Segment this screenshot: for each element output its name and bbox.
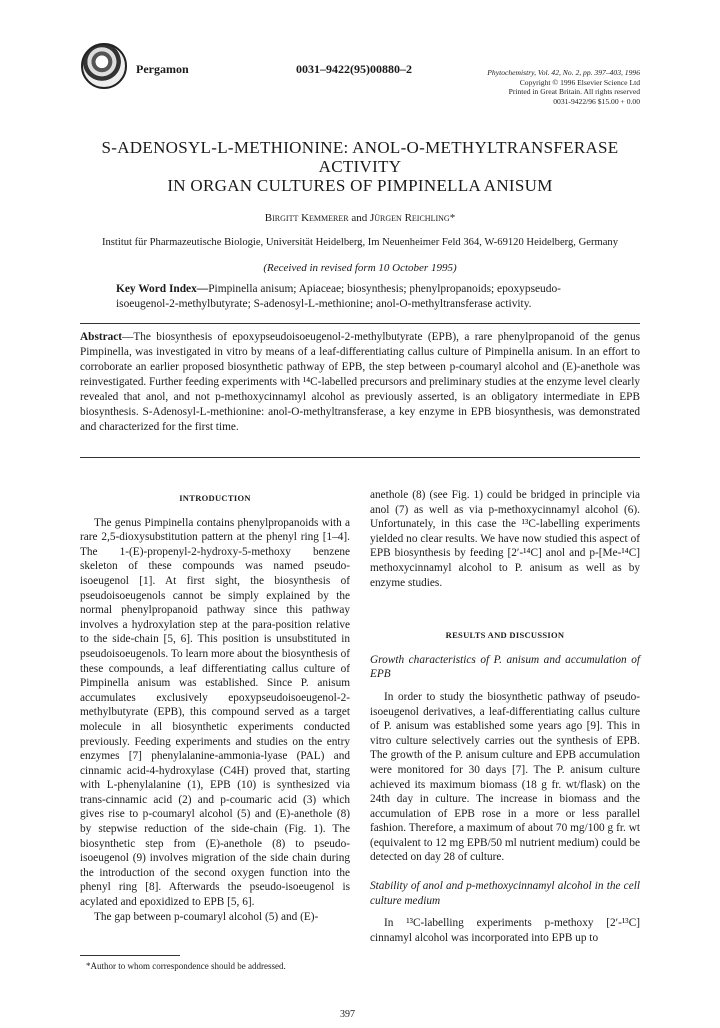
publication-info <box>440 68 640 106</box>
results-paragraph-2: In ¹³C-labelling experiments p-methoxy [2′-¹³C] cinnamyl alcohol was incorporated into EPB up to <box>370 917 640 944</box>
divider-top <box>80 323 640 324</box>
results-heading: RESULTS AND DISCUSSION <box>445 630 565 641</box>
abstract-text: —The biosynthesis of epoxypseudoisoeugenol-2-methylbutyrate (EPB), a rare phenylpropanoid of the genus Pimpinella, was investigated in vitro by means of a leaf-differentiating callus culture of Pimpinella anisum. In an effort to corroborate an earlier proposed biosynthetic pathway of EPB, the step between p-coumaryl alcohol and (E)-anethole was reinvestigated. Further feeding experiments with ¹⁴C-labelled precursors and preliminary studies at the enzyme level clearly revealed that anol, and not p-methoxycinnamyl alcohol as previously asserted, is an obligatory intermediate in EPB biosynthesis. S-Adenosyl-L-methionine: anol-O-methyltransferase, a key enzyme in EPB biosynthesis, was demonstrated and characterized for the first time. <box>80 331 640 433</box>
publisher-name: Pergamon <box>136 62 189 76</box>
price-line: 0031-9422/96 $15.00 + 0.00 <box>553 96 640 106</box>
keywords: Pimpinella anisum; Apiaceae; biosynthesis; phenylpropanoids; epoxypseudo-isoeugenol-2-methylbutyrate; S-adenosyl-L-methionine; anol-O-methyltransferase activity. <box>116 283 561 310</box>
author-2: Jürgen Reichling* <box>370 212 456 224</box>
intro-paragraph-1: The genus Pimpinella contains phenylpropanoids with a rare 2,5-dioxysubstitution pattern at the phenyl ring [1–4]. The 1-(E)-propenyl-2-hydroxy-5-methoxy benzene skeleton of these compounds was named pseudo-isoeugenol [1]. At first sight, the biosynthesis of pseudoisoeugenols cannot be simply explained by the normal phenylpropanoid pathway since this pathway involves a hydroxylation step at the para-position relative to the side-chain [5, 6]. This position is unsubstituted in pseudoisoeugenols. To learn more about the biosynthesis of these compounds, a leaf differentiating callus culture of Pimpinella anisum was established. Since P. anisum accumulates exclusively epoxypseudoisoeugenol-2-methylbutyrate (EPB), this compound served as a target molecule in all biosynthetic experiments conducted previously. Feeding experiments and studies on the entry enzymes [7] phenylalanine-ammonia-lyase (PAL) and cinnamic acid-4-hydroxylase (C4H) proved that, starting with L-phenylalanine (1), EPB (10) is synthesized via trans-cinnamic acid (2) and p-coumaric acid (3) which gives rise to p-coumaryl alcohol (5) and (E)-anethole (8) by stepwise reduction of the side-chain (Fig. 1). The biosynthetic step from (E)-anethole (8) to pseudo-isoeugenol (9) involves migration of the side chain during the introduction of the second oxygen function into the phenyl ring [8]. Afterwards the pseudo-isoeugenol is acylated and epoxidized to EPB [5, 6]. <box>80 516 350 909</box>
abstract-label: Abstract <box>80 331 123 343</box>
left-column <box>80 493 350 924</box>
authors <box>60 212 660 224</box>
doc-code: 0031–9422(95)00880–2 <box>296 62 412 76</box>
affiliation: Institut für Pharmazeutische Biologie, Universität Heidelberg, Im Neuenheimer Feld 364, W-69120 Heidelberg, Germany <box>101 237 619 248</box>
right-paragraph-1: anethole (8) (see Fig. 1) could be bridged in principle via anol (7) as well as via p-methoxycinnamyl alcohol (6). Unfortunately, in this case the ¹³C-labelling experiments yielded no clear results. We have now studied this aspect of EPB biosynthesis by feeding [2′-¹⁴C] anol and p-[Me-¹⁴C] methoxycinnamyl alcohol to P. anisum as well as by enzyme studies. <box>370 489 640 589</box>
title-line-2: IN ORGAN CULTURES OF PIMPINELLA ANISUM <box>167 176 553 195</box>
copyright-line: Copyright © 1996 Elsevier Science Ltd <box>519 77 640 87</box>
footnote: *Author to whom correspondence should be addressed. <box>86 961 286 971</box>
keyword-label: Key Word Index— <box>116 283 209 295</box>
divider-bottom <box>80 457 640 458</box>
footnote-rule <box>80 955 180 956</box>
publisher-logo <box>81 43 127 89</box>
results-paragraph-1: In order to study the biosynthetic pathway of pseudo-isoeugenol derivatives, a leaf-differentiating callus culture of P. anisum was established some years ago [9]. This in vitro culture selectively carries out the synthesis of EPB. The growth of the P. anisum culture and EPB accumulation were monitored for 30 days [7]. The P. anisum culture achieved its maximum biomass (18 g fr. wt/flask) on the 24th day in culture. The increase in biomass and the accumulation of EPB rose in a more or less parallel fashion. Therefore, a maximum of about 70 mg/100 g fr. wt (equivalent to 12 mg EPB/50 ml nutrient medium) could be detected on day 28 of culture. <box>370 690 640 864</box>
intro-heading: INTRODUCTION <box>179 493 251 503</box>
right-column <box>370 488 640 945</box>
subheading-stability: Stability of anol and p-methoxycinnamyl alcohol in the cell culture medium <box>370 880 640 907</box>
subheading-growth: Growth characteristics of P. anisum and accumulation of EPB <box>370 653 640 681</box>
article-title <box>60 138 660 195</box>
abstract <box>80 330 640 435</box>
title-line-1: S-ADENOSYL-L-METHIONINE: ANOL-O-METHYLTRANSFERASE ACTIVITY <box>101 138 619 176</box>
author-1: Birgitt Kemmerer <box>264 212 349 224</box>
page-number: 397 <box>340 1009 355 1020</box>
journal-line: Phytochemistry, Vol. 42, No. 2, pp. 397–403, 1996 <box>487 68 640 77</box>
printed-line: Printed in Great Britain. All rights reserved <box>508 87 640 97</box>
keyword-index <box>116 282 606 312</box>
author-and: and <box>351 212 368 224</box>
intro-paragraph-2: The gap between p-coumaryl alcohol (5) and (E)- <box>94 910 319 923</box>
received-date: (Received in revised form 10 October 1995) <box>263 262 457 274</box>
